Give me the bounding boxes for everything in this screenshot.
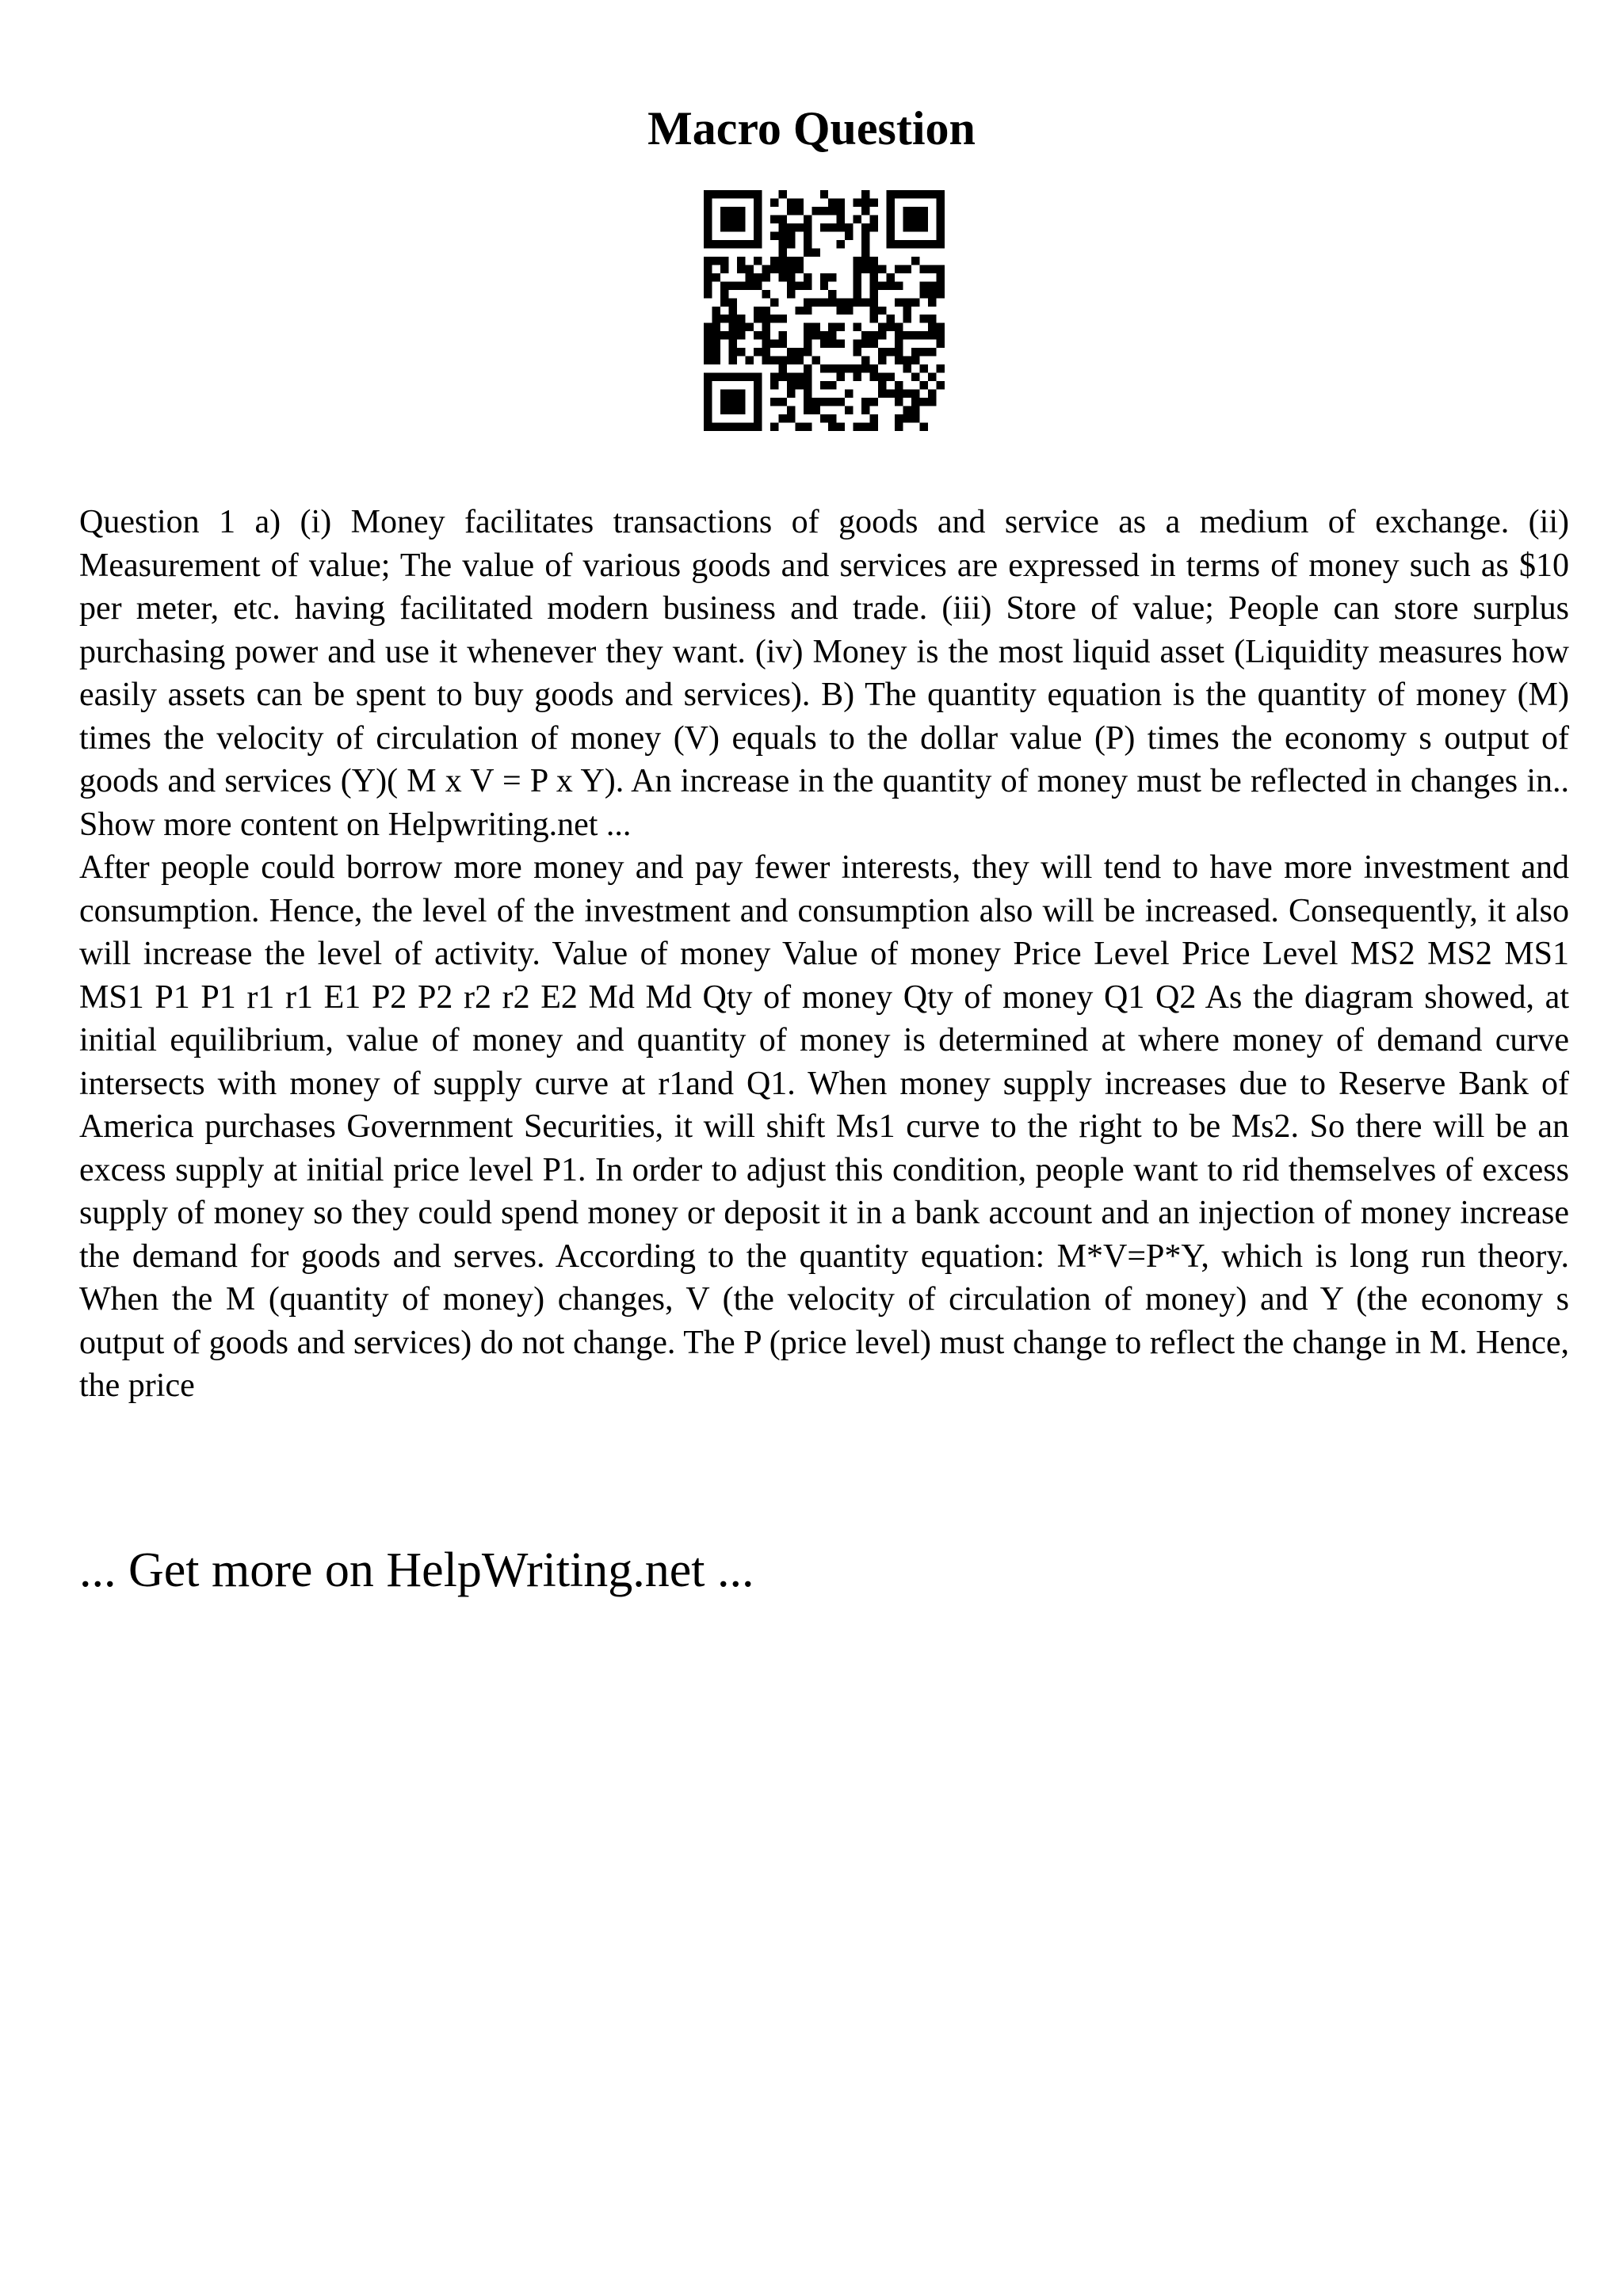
document-body [79,501,1569,1408]
body-paragraph-2: After people could borrow more money and pay fewer interests, they will tend to have more investment and consumption. Hence, the level of the investment and consumption also will be increased. Consequently, it also will increase the level of activity. Value of money Value of money Price Level Price Level MS2 MS2 MS1 MS1 P1 P1 r1 r1 E1 P2 P2 r2 r2 E2 Md Md Qty of money Qty of money Q1 Q2 As the diagram showed, at initial equilibrium, value of money and quantity of money is determined at where money of demand curve intersects with money of supply curve at r1and Q1. When money supply increases due to Reserve Bank of America purchases Government Securities, it will shift Ms1 curve to the right to be Ms2. So there will be an excess supply at initial price level P1. In order to adjust this condition, people want to rid themselves of excess supply of money so they could spend money or deposit it in a bank account and an injection of money increase the demand for goods and serves. According to the quantity equation: M*V=P*Y, which is long run theory. When the M (quantity of money) changes, V (the velocity of circulation of money) and Y (the economy s output of goods and services) do not change. The P (price level) must change to reflect the change in M. Hence, the price [79,849,1569,1404]
body-paragraph-1: Question 1 a) (i) Money facilitates transactions of goods and service as a medium of exchange. (ii) Measurement of value; The value of various goods and services are expressed in terms of money such as $10 per meter, etc. having facilitated modern business and trade. (iii) Store of value; People can store surplus purchasing power and use it whenever they want. (iv) Money is the most liquid asset (Liquidity measures how easily assets can be spent to buy goods and services). B) The quantity equation is the quantity of money (M) times the velocity of circulation of money (V) equals to the dollar value (P) times the economy s output of goods and services (Y)( M x V = P x Y). An increase in the quantity of money must be reflected in changes in.. Show more content on Helpwriting.net ... [79,504,1569,843]
qr-code-icon [704,190,945,431]
qr-code-graphic [704,190,945,431]
document-title: Macro Question [647,102,976,154]
get-more-link[interactable]: ... Get more on HelpWriting.net ... [79,1543,754,1597]
